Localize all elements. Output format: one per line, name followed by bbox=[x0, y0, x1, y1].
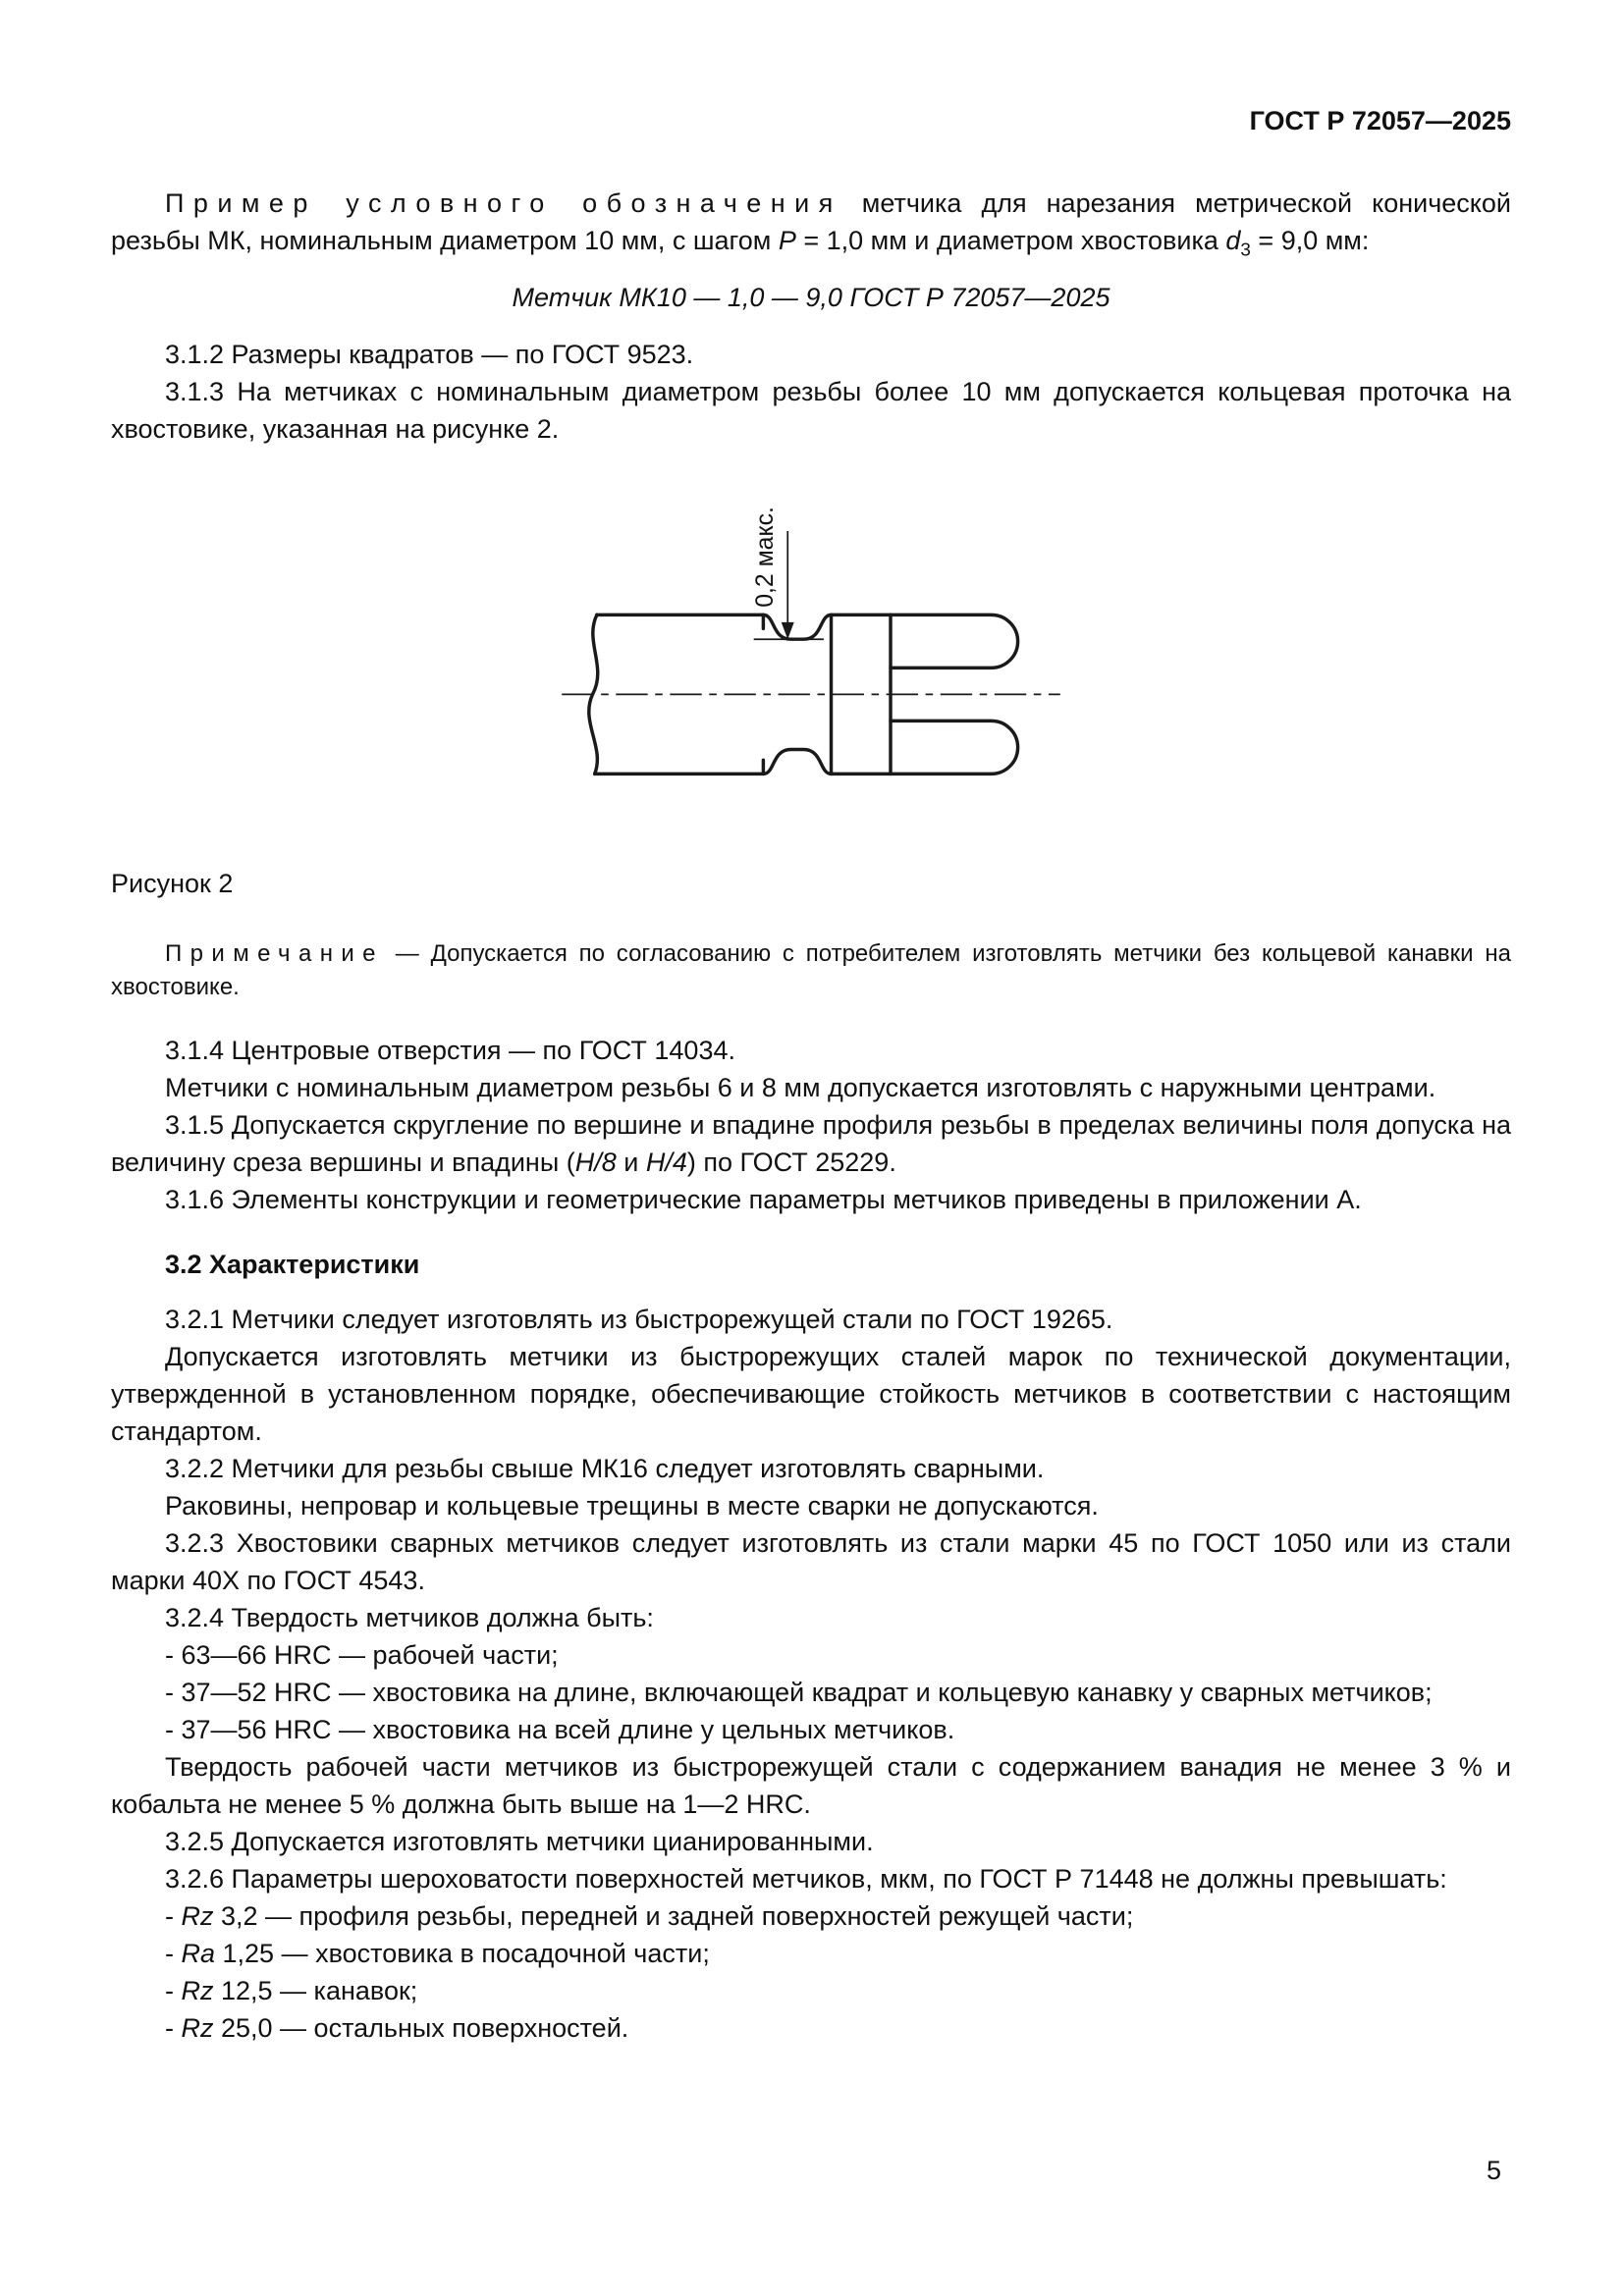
paragraph: 3.1.6 Элементы конструкции и геометрические параметры метчиков приведены в приложении А. bbox=[165, 1185, 1362, 1214]
doc-number: ГОСТ Р 72057—2025 bbox=[1249, 106, 1511, 135]
paragraph: 3.1.3 На метчиках с номинальным диаметром резьбы более 10 мм допускается кольцевая проточка на хвостовике, указанная на рисунке 2. bbox=[111, 377, 1511, 444]
square-flat-top bbox=[891, 614, 1018, 667]
dimension-label: 0,2 макс. bbox=[752, 507, 780, 608]
groove-bottom bbox=[763, 750, 831, 774]
paragraph: 3.1.5 Допускается скругление по вершине и впадине профиля резьбы в пределах величины поля допуска на величину среза вершины и впадины (H/8 и H/4) по ГОСТ 25229. bbox=[111, 1110, 1511, 1177]
paragraph: 3.2.5 Допускается изготовлять метчики цианированными. bbox=[165, 1827, 874, 1856]
paragraph: - Rz 12,5 — канавок; bbox=[165, 1976, 418, 2005]
paragraph: 3.1.2 Размеры квадратов — по ГОСТ 9523. bbox=[165, 340, 694, 369]
paragraph: Раковины, непровар и кольцевые трещины в месте сварки не допускаются. bbox=[165, 1491, 1099, 1521]
paragraph: 3.2.4 Твердость метчиков должна быть: bbox=[165, 1603, 654, 1632]
paragraph: - 37—56 HRC — хвостовика на всей длине у цельных метчиков. bbox=[165, 1715, 955, 1744]
paragraph: - Ra 1,25 — хвостовика в посадочной части; bbox=[165, 1939, 710, 1968]
document-header bbox=[111, 104, 1511, 137]
paragraph: 3.2.2 Метчики для резьбы свыше МК16 следует изготовлять сварными. bbox=[165, 1454, 1045, 1483]
groove-top bbox=[763, 614, 831, 639]
designation-line: Метчик МК10 — 1,0 — 9,0 ГОСТ Р 72057—2025 bbox=[512, 283, 1110, 312]
figure bbox=[111, 493, 1511, 902]
content-after-figure bbox=[111, 937, 1511, 2047]
page-number: 5 bbox=[1486, 2156, 1501, 2185]
paragraph: Пример условного обозначения метчика для нарезания метрической конической резьбы МК, номинальным диаметром 10 мм, с шагом P = 1,0 мм и диаметром хвостовика $d_3 = 9,0$ мм: bbox=[111, 188, 1511, 261]
paragraph: 3.1.4 Центровые отверстия — по ГОСТ 14034. bbox=[165, 1036, 735, 1065]
paragraph: 3.2.3 Хвостовики сварных метчиков следует изготовлять из стали марки 45 по ГОСТ 1050 или из стали марки 40Х по ГОСТ 4543. bbox=[111, 1528, 1511, 1595]
paragraph: - Rz 25,0 — остальных поверхностей. bbox=[165, 2013, 629, 2043]
paragraph: Метчики с номинальным диаметром резьбы 6 и 8 мм допускается изготовлять с наружными центрами. bbox=[165, 1073, 1436, 1102]
figure-drawing bbox=[546, 493, 1076, 860]
paragraph: 3.2.6 Параметры шероховатости поверхностей метчиков, мкм, по ГОСТ Р 71448 не должны превышать: bbox=[165, 1864, 1447, 1894]
paragraph: Допускается изготовлять метчики из быстрорежущих сталей марок по технической документации, утвержденной в установленном порядке, обеспечивающие стойкость метчиков в соответствии с настоящим стандартом. bbox=[111, 1342, 1511, 1446]
note-paragraph: Примечание — Допускается по согласованию с потребителем изготовлять метчики без кольцевой канавки на хвостовике. bbox=[111, 940, 1511, 1000]
paragraph: Твердость рабочей части метчиков из быстрорежущей стали с содержанием ванадия не менее 3 % и кобальта не менее 5 % должна быть выше на 1—2 HRC. bbox=[111, 1752, 1511, 1819]
figure-caption: Рисунок 2 bbox=[111, 869, 234, 898]
paragraph: - 63—66 HRC — рабочей части; bbox=[165, 1640, 559, 1670]
section-heading: 3.2 Характеристики bbox=[165, 1250, 420, 1279]
paragraph: 3.2.1 Метчики следует изготовлять из быстрорежущей стали по ГОСТ 19265. bbox=[165, 1305, 1113, 1334]
square-flat-bottom bbox=[891, 721, 1018, 774]
paragraph: - Rz 3,2 — профиля резьбы, передней и задней поверхностей режущей части; bbox=[165, 1901, 1134, 1931]
content-before-figure bbox=[111, 185, 1511, 448]
paragraph: - 37—52 HRC — хвостовика на длине, включающей квадрат и кольцевую канавку у сварных метчиков; bbox=[165, 1678, 1433, 1707]
